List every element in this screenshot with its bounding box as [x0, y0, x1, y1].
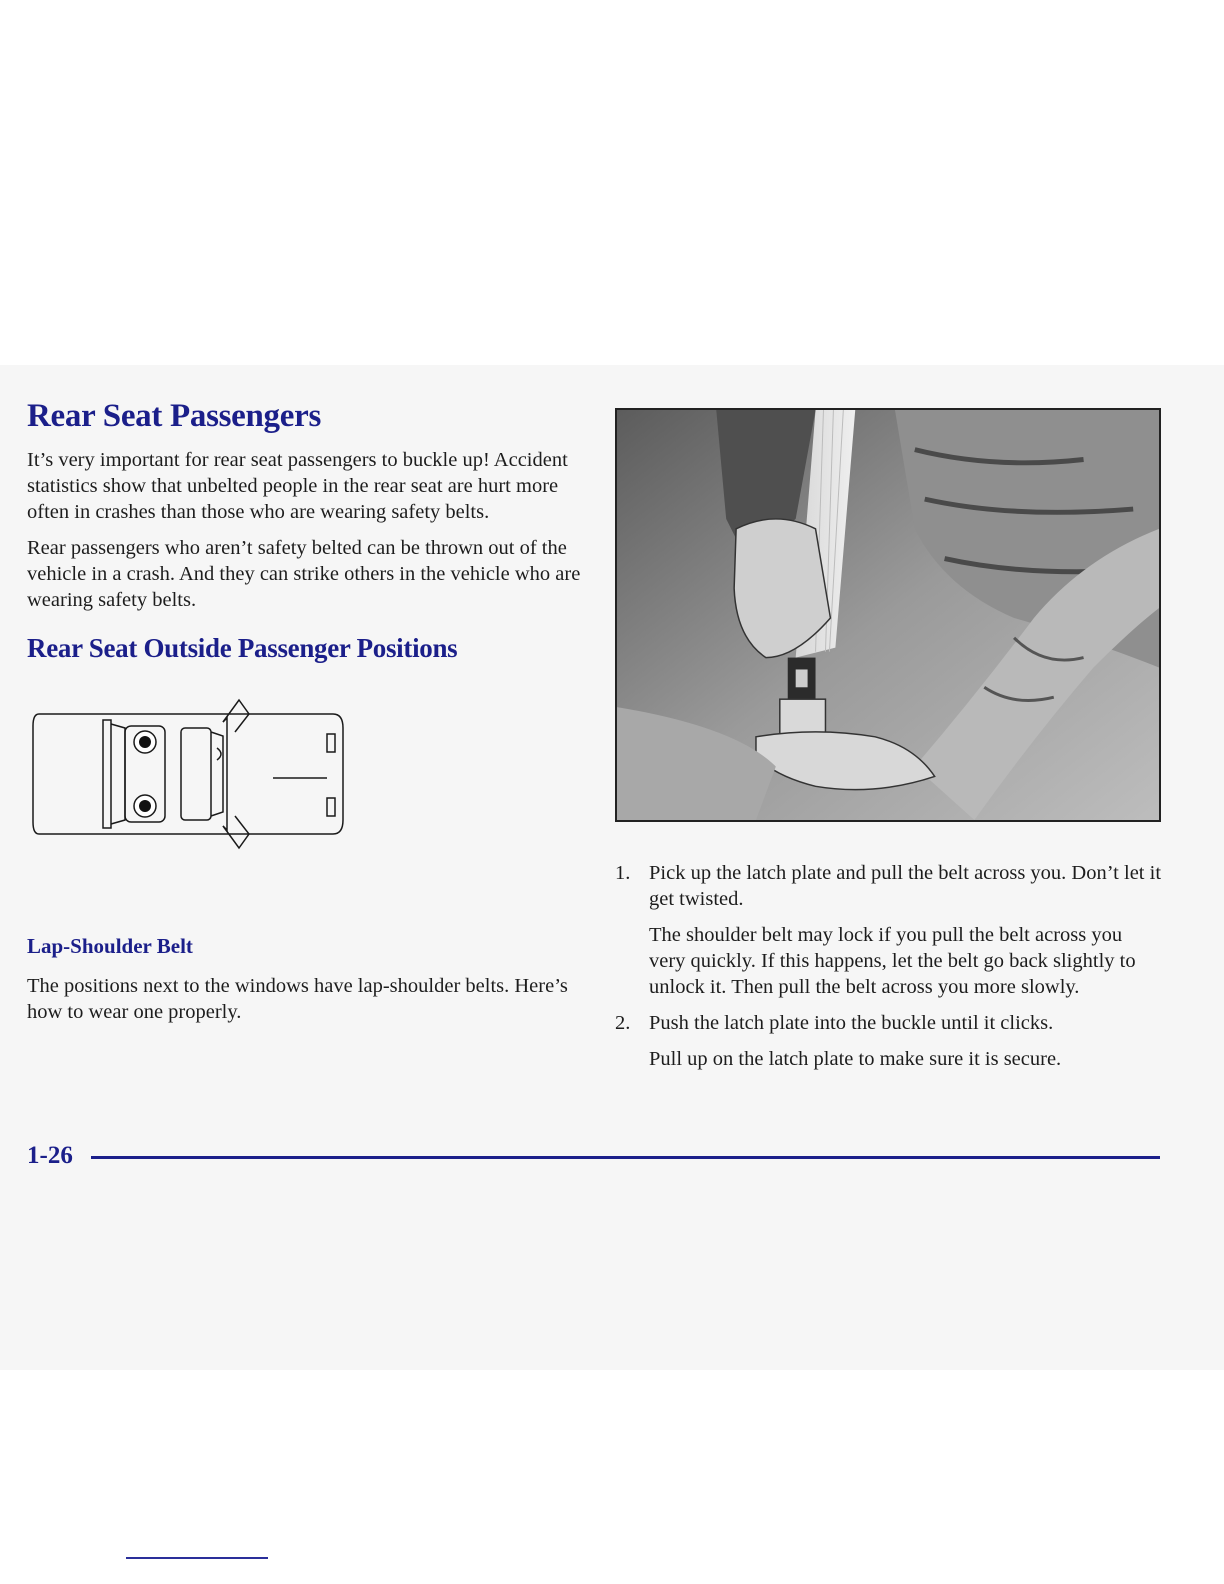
left-column	[27, 398, 587, 868]
lap-shoulder-section	[27, 934, 587, 1035]
step-text: Push the latch plate into the buckle until it clicks.	[649, 1012, 1054, 1034]
page-footer	[27, 1142, 1160, 1172]
step-note: Pull up on the latch plate to make sure it is secure.	[649, 1048, 1062, 1070]
step-item	[615, 860, 1163, 1000]
step-item	[615, 1010, 1163, 1072]
page-number: 1-26	[27, 1142, 73, 1169]
thrown-out-paragraph: Rear passengers who aren’t safety belted can be thrown out of the vehicle in a crash. And they can strike others in the vehicle who are wearing safety belts.	[27, 537, 581, 611]
lap-shoulder-text: The positions next to the windows have lap-shoulder belts. Here’s how to wear one properly.	[27, 975, 568, 1023]
footer-rule	[91, 1156, 1160, 1159]
subsection-title: Rear Seat Outside Passenger Positions	[27, 633, 458, 663]
rear-outside-passenger-marks	[134, 731, 156, 817]
vehicle-outline	[33, 714, 343, 834]
rear-seat-bench	[103, 720, 111, 828]
bottom-underline-mark	[126, 1557, 268, 1559]
vehicle-top-view-diagram	[27, 688, 357, 868]
step-number: 2.	[615, 1012, 631, 1034]
seat-belt-photo	[615, 408, 1161, 822]
instruction-steps	[615, 860, 1163, 1072]
step-note: The shoulder belt may lock if you pull the belt across you very quickly. If this happens, let the belt go back slightly to unlock it. Then pull the belt across you more slowly.	[649, 924, 1136, 998]
intro-paragraph: It’s very important for rear seat passengers to buckle up! Accident statistics show that unbelted people in the rear seat are hurt more often in crashes than those who are wearing safety belts.	[27, 449, 568, 523]
right-column	[615, 408, 1163, 1082]
step-number: 1.	[615, 862, 631, 884]
section-title: Rear Seat Passengers	[27, 398, 321, 434]
step-text: Pick up the latch plate and pull the belt across you. Don’t let it get twisted.	[649, 862, 1162, 910]
lap-shoulder-heading: Lap-Shoulder Belt	[27, 934, 193, 958]
front-seat	[181, 728, 211, 820]
